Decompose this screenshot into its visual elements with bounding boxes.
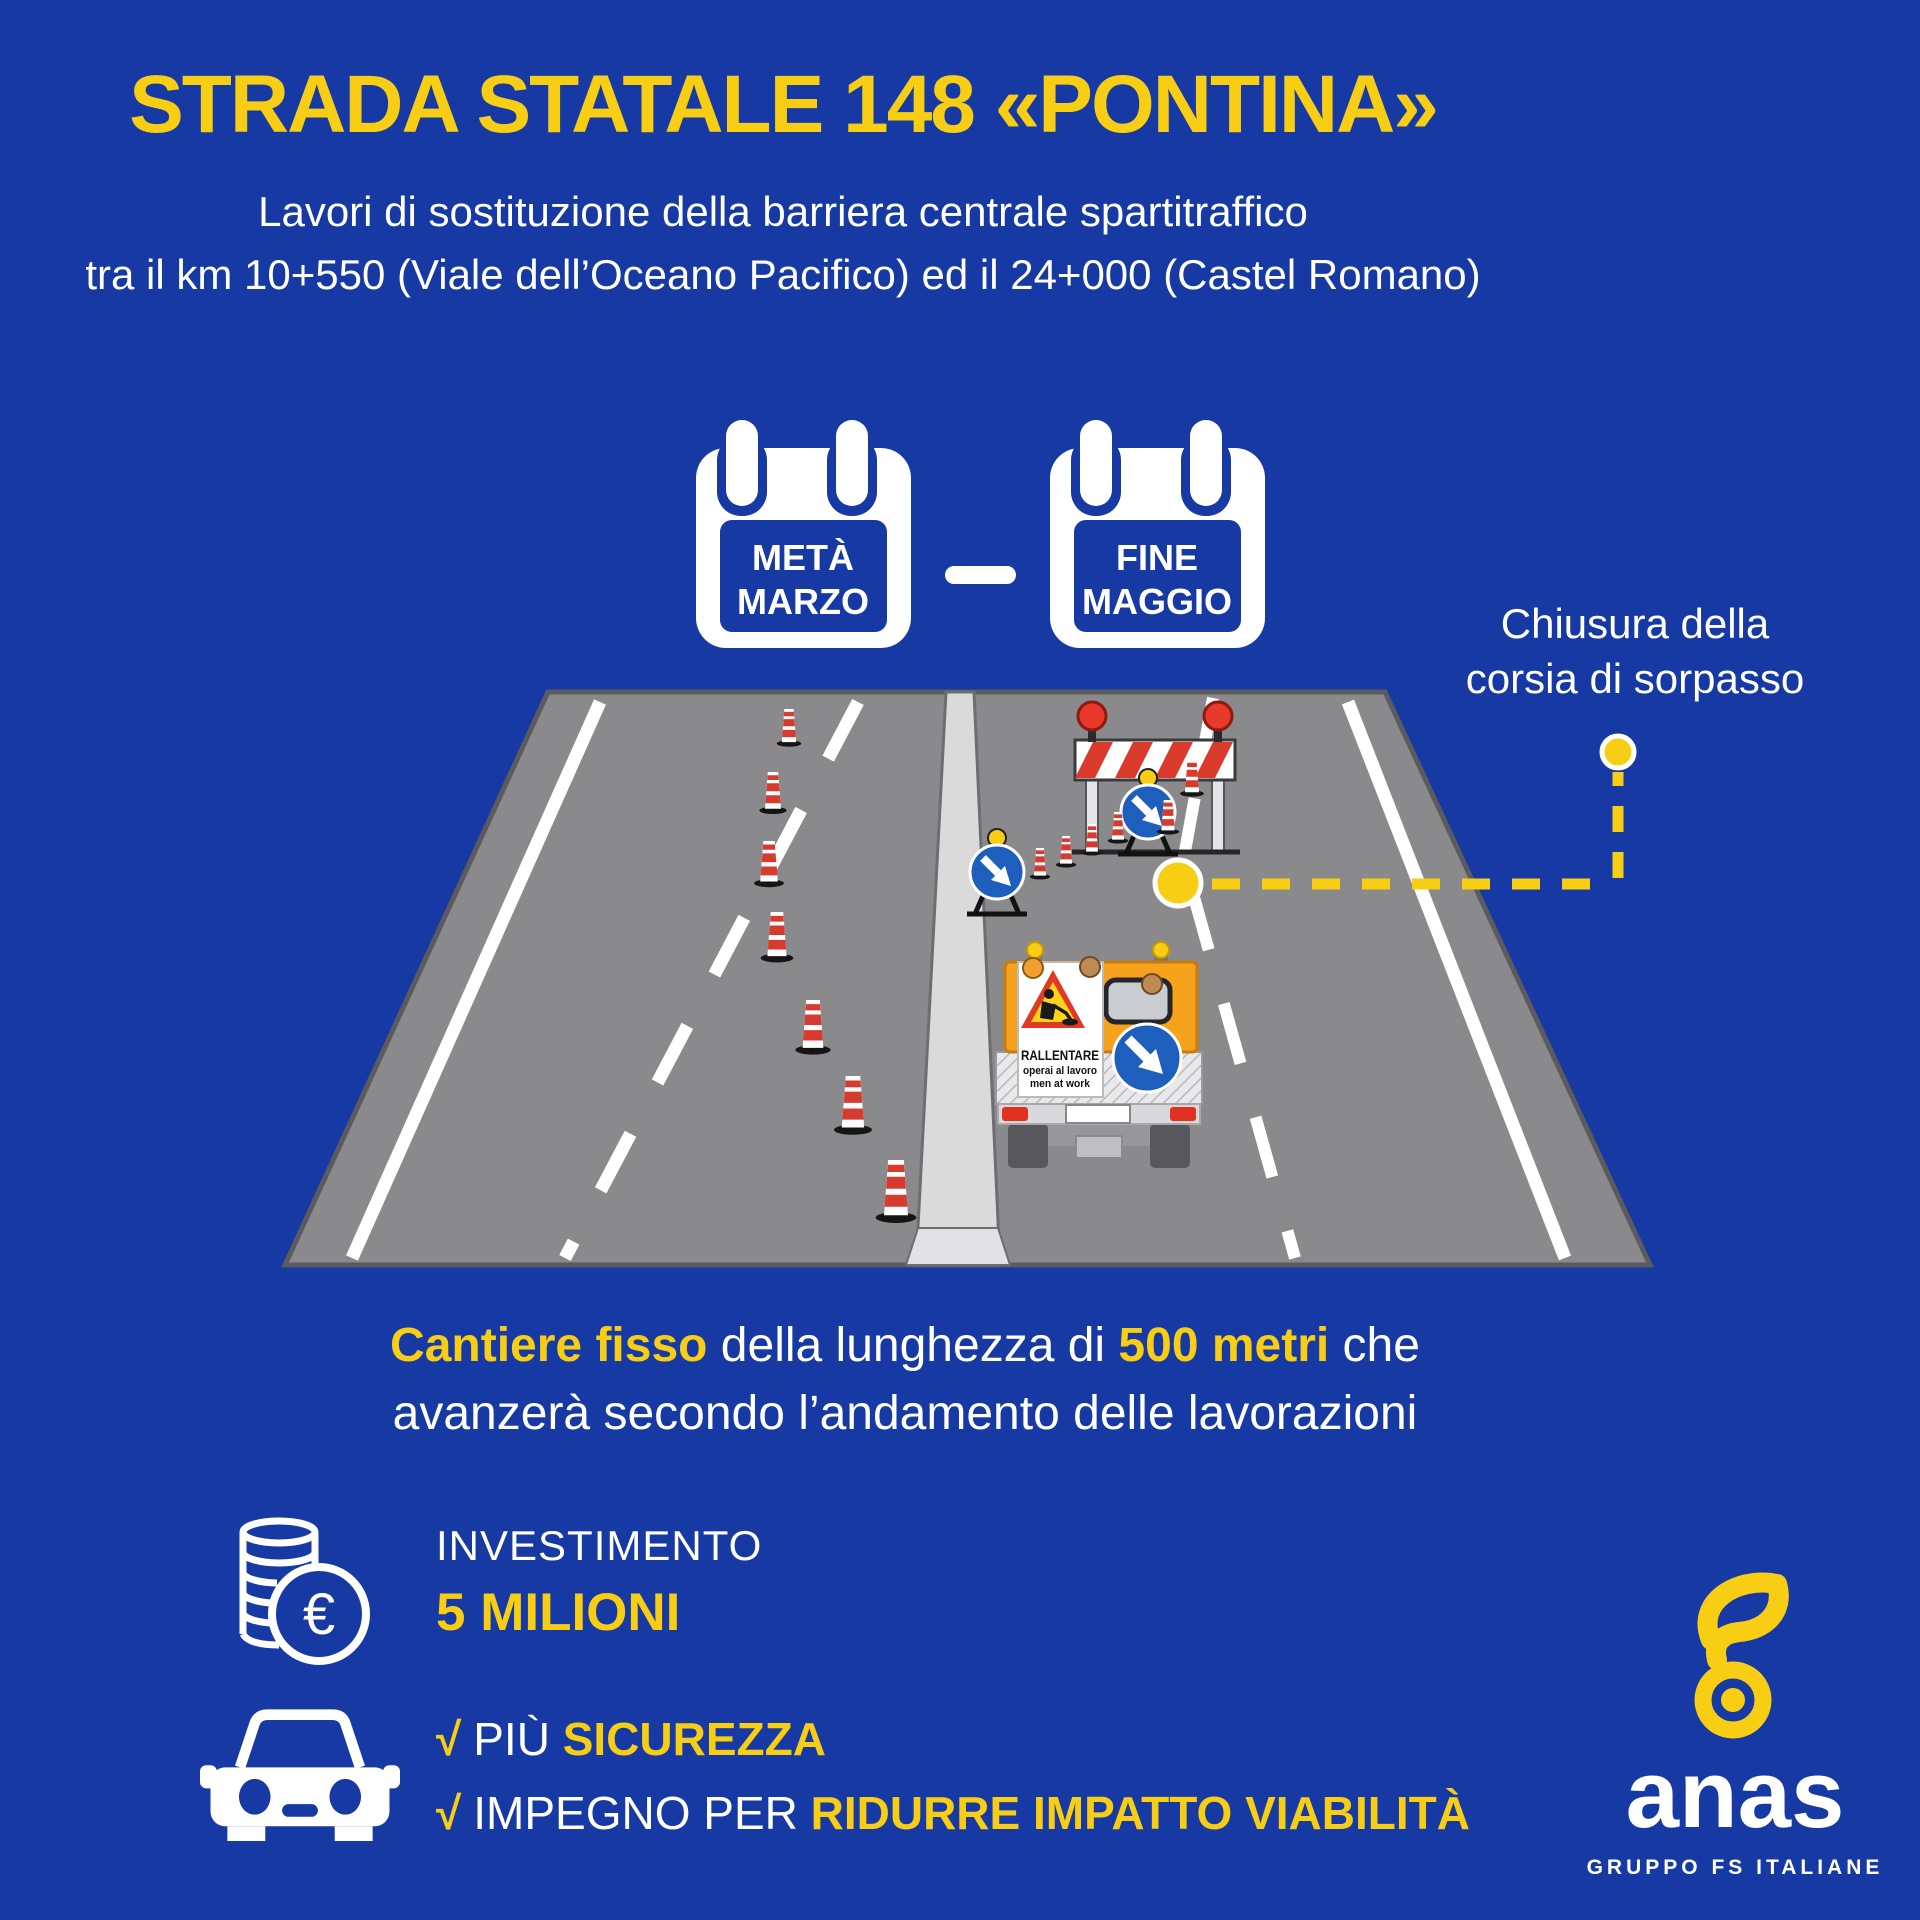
investment-block	[436, 1522, 762, 1643]
logo-group-label: GRUPPO FS ITALIANE	[1586, 1856, 1884, 1880]
callout-line1: Chiusura della	[1500, 600, 1770, 647]
page-title: STRADA STATALE 148 «PONTINA»	[129, 59, 1437, 150]
worksite-note-line2: avanzerà secondo l’andamento delle lavorazioni	[392, 1387, 1418, 1441]
check-icon: √	[436, 1713, 462, 1765]
worksite-note-highlight1: Cantiere fisso	[390, 1319, 708, 1372]
benefit-item-2	[436, 1786, 1470, 1840]
coins-icon	[237, 1516, 372, 1668]
benefit-2-prefix: IMPEGNO PER	[473, 1787, 811, 1839]
calendar-end-line2: MAGGIO	[1082, 581, 1232, 622]
car-icon	[200, 1702, 400, 1860]
road-scene	[0, 560, 1920, 1320]
investment-label: INVESTIMENTO	[436, 1522, 763, 1569]
calendar-ring	[1080, 420, 1112, 506]
anas-swirl-icon	[1675, 1572, 1795, 1740]
subtitle-line1: Lavori di sostituzione della barriera centrale spartitraffico	[258, 188, 1308, 235]
headlight	[329, 1779, 361, 1815]
benefit-1-prefix: PIÙ	[473, 1713, 563, 1765]
calendar-ring	[1190, 420, 1222, 506]
benefit-2-highlight: RIDURRE IMPATTO VIABILITÀ	[810, 1787, 1470, 1839]
benefits-block	[436, 1712, 1470, 1840]
anas-logo	[1560, 1572, 1910, 1880]
header	[0, 58, 1566, 306]
euro-symbol: €	[302, 1582, 336, 1647]
worksite-note-text1: della lunghezza di	[707, 1319, 1119, 1372]
worksite-note-highlight2: 500 metri	[1118, 1319, 1330, 1372]
beacon-light-icon	[1027, 942, 1043, 958]
grille	[282, 1804, 318, 1817]
anas-wordmark: anas	[1625, 1741, 1845, 1848]
benefit-1-highlight: SICUREZZA	[562, 1713, 826, 1765]
benefit-item-1	[436, 1712, 1470, 1766]
worksite-note-text2: che	[1329, 1319, 1420, 1372]
beacon-light-icon	[1153, 942, 1169, 958]
barrier-lamp	[1204, 702, 1232, 730]
truck-wheel	[1008, 1124, 1048, 1168]
barrier-leg	[1212, 780, 1224, 852]
truck-sign-title: RALLENTARE	[1021, 1047, 1099, 1063]
calendar-ring	[726, 420, 758, 506]
truck-sign-subtitle-en: men at work	[1030, 1078, 1091, 1090]
license-plate	[1066, 1105, 1130, 1123]
tail-light-icon	[1002, 1107, 1028, 1121]
check-icon: √	[436, 1787, 462, 1839]
calendar-ring	[836, 420, 868, 506]
truck-wheel	[1150, 1124, 1190, 1168]
subtitle-line2: tra il km 10+550 (Viale dell’Oceano Pacifico) ed il 24+000 (Castel Romano)	[85, 251, 1481, 298]
calendar-start-line2: MARZO	[737, 581, 869, 622]
calendar-end-line1: FINE	[1115, 537, 1199, 578]
worksite-note-line1	[70, 1312, 1740, 1380]
subtitle	[0, 180, 1566, 306]
investment-value: 5 MILIONI	[436, 1583, 681, 1642]
barrier-lamp	[1078, 702, 1106, 730]
leader-dot-label	[1602, 736, 1634, 768]
work-truck	[996, 942, 1202, 1168]
tail-light-icon	[1170, 1107, 1196, 1121]
headlight	[239, 1779, 271, 1815]
truck-sign-subtitle-it: operai al lavoro	[1023, 1065, 1098, 1077]
calendar-start-line1: METÀ	[752, 537, 854, 578]
leader-dot-road	[1155, 860, 1201, 906]
worksite-note	[70, 1312, 1740, 1448]
callout-line2: corsia di sorpasso	[1465, 655, 1805, 703]
median-barrier-base	[906, 1228, 1010, 1265]
